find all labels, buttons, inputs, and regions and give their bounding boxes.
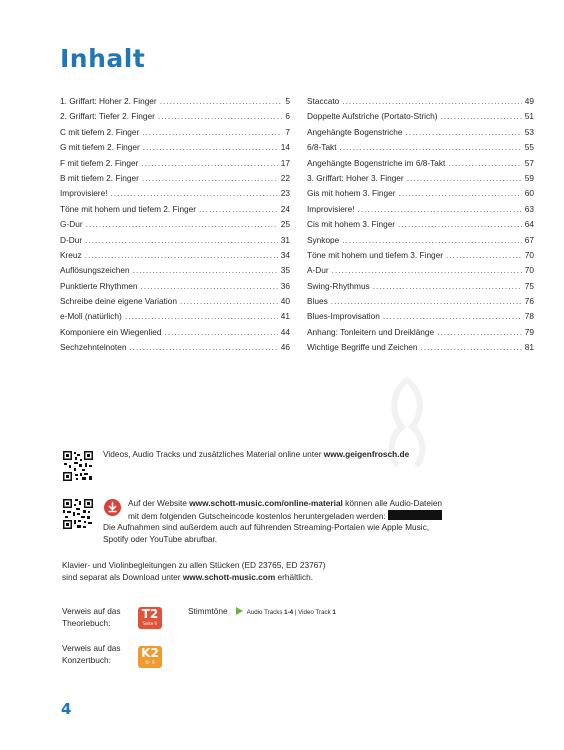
toc-entry [60,340,290,355]
download-icon [104,499,121,516]
toc-entry [60,325,290,340]
toc-entry [60,171,290,186]
toc-entry-title: Angehängte Bogenstriche [307,126,403,137]
toc-entry-page: 55 [524,142,534,153]
toc-leader-dots [373,279,522,294]
toc-entry-title: Wichtige Begriffe und Zeichen [307,342,418,353]
toc-entry-page: 59 [524,172,534,183]
toc-entry [60,294,290,309]
toc-leader-dots [441,109,522,124]
tuning-tones-label: Stimmtöne [188,606,228,616]
theory-badge-sub: Seite 9 [143,621,157,626]
toc-entry-page: 64 [524,219,534,230]
toc-entry [307,309,534,324]
toc-entry-page: 23 [280,188,290,199]
toc-entry-page: 70 [524,265,534,276]
toc-entry-page: 22 [280,172,290,183]
audio-tracks-number: 1-4 [284,609,294,616]
toc-leader-dots [133,263,278,278]
toc-entry-page: 36 [280,280,290,291]
download-text: können alle Audio-Dateien [342,498,443,508]
toc-entry [307,202,534,217]
toc-entry-page: 70 [524,249,534,260]
toc-entry [307,340,534,355]
toc-entry [60,202,290,217]
accompaniment-text: erhältlich. [275,572,314,582]
theory-badge-label: T2 [141,607,159,621]
toc-entry-page: 60 [524,188,534,199]
download-line-1 [128,498,442,510]
toc-leader-dots [340,140,522,155]
toc-entry [60,309,290,324]
concert-label-line-1: Verweis auf das [62,643,121,653]
toc-entry [60,217,290,232]
toc-entry-title: F mit tiefem 2. Finger [60,157,139,168]
toc-entry [307,217,534,232]
toc-leader-dots [342,94,521,109]
toc-leader-dots [180,294,278,309]
toc-entry-page: 34 [280,249,290,260]
toc-entry-title: Punktierte Rhythmen [60,280,138,291]
toc-leader-dots [142,125,282,140]
toc-entry-page: 41 [280,311,290,322]
toc-entry [60,279,290,294]
toc-entry-title: D-Dur [60,234,83,245]
toc-entry-title: Improvisiere! [307,203,355,214]
toc-leader-dots [331,294,522,309]
toc-entry-page: 5 [285,96,290,106]
toc-entry-page: 25 [280,219,290,230]
toc-entry-page: 57 [524,157,534,168]
toc-entry-title: G-Dur [60,219,83,230]
toc-leader-dots [406,125,522,140]
toc-entry [60,109,290,124]
video-track-number: 1 [332,609,336,616]
play-icon [236,607,243,615]
toc-entry-title: Doppelte Aufstriche (Portato-Strich) [307,111,438,122]
toc-leader-dots [125,309,278,324]
video-track-label: Video Track [298,609,333,616]
tuning-tones-reference [188,606,336,618]
toc-entry-title: Staccato [307,96,340,106]
theory-label-line-2: Theoriebuch: [62,617,111,628]
voucher-text: mit dem folgenden Gutscheincode kostenlos heruntergeladen werden: [128,511,389,521]
toc-entry-title: Sechzehntelnoten [60,342,127,353]
toc-entry-page: 40 [280,296,290,307]
toc-entry [307,109,534,124]
toc-entry [307,171,534,186]
toc-entry-page: 44 [280,326,290,337]
toc-entry-page: 76 [524,296,534,307]
toc-entry-title: Cis mit hohem 3. Finger [307,219,396,230]
download-line-4: Spotify oder YouTube abrufbar. [103,534,218,544]
toc-entry-title: Gis mit hohem 3. Finger [307,188,396,199]
toc-leader-dots [143,140,278,155]
online-material-link[interactable]: www.schott-music.com/online-material [189,498,343,508]
toc-entry-page: 46 [280,342,290,353]
online-url-link[interactable]: www.geigenfrosch.de [323,449,410,459]
toc-entry [60,156,290,171]
toc-leader-dots [342,233,521,248]
toc-leader-dots [164,325,277,340]
online-material-text [103,449,409,461]
toc-entry-page: 53 [524,126,534,137]
toc-entry-page: 49 [524,96,534,106]
toc-entry-page: 7 [285,126,290,137]
toc-entry-page: 75 [524,280,534,291]
toc-leader-dots [358,202,522,217]
download-line-3: Die Aufnahmen sind außerdem auch auf führenden Streaming-Portalen wie Apple Music, [103,522,430,532]
toc-entry-title: B mit tiefem 2. Finger [60,172,139,183]
toc-entry-title: Kreuz [60,249,82,260]
toc-entry-title: G mit tiefem 2. Finger [60,142,140,153]
toc-leader-dots [158,109,283,124]
toc-entry [307,325,534,340]
toc-entry-title: 6/8-Takt [307,142,337,153]
toc-leader-dots [399,186,522,201]
theory-reference-label [62,606,121,629]
toc-entry [307,263,534,278]
toc-right-column [307,94,534,356]
toc-entry [60,94,290,109]
toc-entry-page: 79 [524,326,534,337]
concert-badge-label: K2 [141,646,159,660]
toc-entry-title: Synkope [307,234,340,245]
toc-entry-page: 67 [524,234,534,245]
track-reference [247,609,336,616]
toc-entry-title: Schreibe deine eigene Variation [60,296,178,307]
toc-leader-dots [421,340,522,355]
accompaniment-line-2 [62,572,313,584]
toc-entry [307,94,534,109]
toc-entry-title: Auflösungszeichen [60,265,130,276]
toc-entry [60,233,290,248]
toc-entry-title: Blues-Improvisation [307,311,380,322]
toc-entry [60,186,290,201]
qr-code-icon [62,450,94,482]
toc-leader-dots [383,309,522,324]
toc-entry [307,140,534,155]
page-number: 4 [61,700,72,718]
toc-entry-title: A-Dur [307,265,329,276]
toc-entry-page: 51 [524,111,534,122]
toc-leader-dots [86,217,278,232]
online-text: Videos, Audio Tracks und zusätzliches Material online unter [103,449,324,459]
toc-entry [307,125,534,140]
redacted-voucher-code [388,510,442,520]
toc-leader-dots [85,248,278,263]
toc-entry-title: Angehängte Bogenstriche im 6/8-Takt [307,157,446,168]
page-title: Inhalt [60,44,146,73]
toc-leader-dots [332,263,522,278]
toc-entry [60,248,290,263]
toc-entry-page: 31 [280,234,290,245]
toc-leader-dots [141,156,277,171]
toc-entry-page: 6 [285,111,290,122]
theory-label-line-1: Verweis auf das [62,606,121,616]
toc-entry [60,140,290,155]
toc-entry-page: 24 [280,203,290,214]
toc-entry-title: 2. Griffart: Tiefer 2. Finger [60,111,155,122]
toc-entry-page: 63 [524,203,534,214]
toc-entry-title: Komponiere ein Wiegenlied [60,326,162,337]
schott-url-link[interactable]: www.schott-music.com [182,572,276,582]
accompaniment-text: sind separat als Download unter [62,572,183,582]
toc-leader-dots [199,202,278,217]
toc-entry-title: Töne mit hohem und tiefem 3. Finger [307,249,444,260]
concert-book-badge [138,646,162,668]
toc-leader-dots [142,171,278,186]
accompaniment-line-1: Klavier- und Violinbegleitungen zu allen Stücken (ED 23765, ED 23767) [62,560,326,570]
toc-leader-dots [437,325,522,340]
toc-entry-title: Anhang: Tonleitern und Dreiklänge [307,326,435,337]
toc-left-column [60,94,290,356]
toc-entry-title: Improvisiere! [60,188,108,199]
toc-entry [307,279,534,294]
toc-entry-title: Blues [307,296,328,307]
qr-code-icon [62,498,94,530]
toc-entry-title: e-Moll (natürlich) [60,311,122,322]
toc-leader-dots [446,248,522,263]
theory-book-badge [138,607,162,629]
toc-entry [60,125,290,140]
toc-entry-page: 78 [524,311,534,322]
concert-badge-sub: Nr. 9 [145,660,155,665]
concert-reference-label [62,643,121,666]
toc-entry [307,294,534,309]
toc-entry [307,233,534,248]
toc-leader-dots [111,186,278,201]
toc-entry-title: Töne mit hohem und tiefem 2. Finger [60,203,197,214]
toc-entry-page: 81 [524,342,534,353]
toc-entry-title: 3. Griffart: Hoher 3. Finger [307,172,404,183]
audio-tracks-label: Audio Tracks [246,609,285,616]
toc-leader-dots [448,156,521,171]
toc-leader-dots [160,94,283,109]
toc-entry-title: C mit tiefem 2. Finger [60,126,140,137]
toc-entry [60,263,290,278]
toc-entry-title: 1. Griffart: Hoher 2. Finger [60,96,157,106]
toc-leader-dots [407,171,522,186]
toc-entry [307,186,534,201]
toc-leader-dots [129,340,277,355]
track-separator: | [293,609,299,616]
toc-leader-dots [140,279,277,294]
toc-entry [307,248,534,263]
toc-entry-title: Swing-Rhythmus [307,280,370,291]
toc-entry-page: 35 [280,265,290,276]
toc-entry [307,156,534,171]
concert-label-line-2: Konzertbuch: [62,654,111,665]
download-text: Auf der Website [128,498,190,508]
toc-leader-dots [398,217,522,232]
toc-leader-dots [85,233,278,248]
download-line-2 [128,510,442,523]
toc-entry-page: 14 [280,142,290,153]
toc-entry-page: 17 [280,157,290,168]
